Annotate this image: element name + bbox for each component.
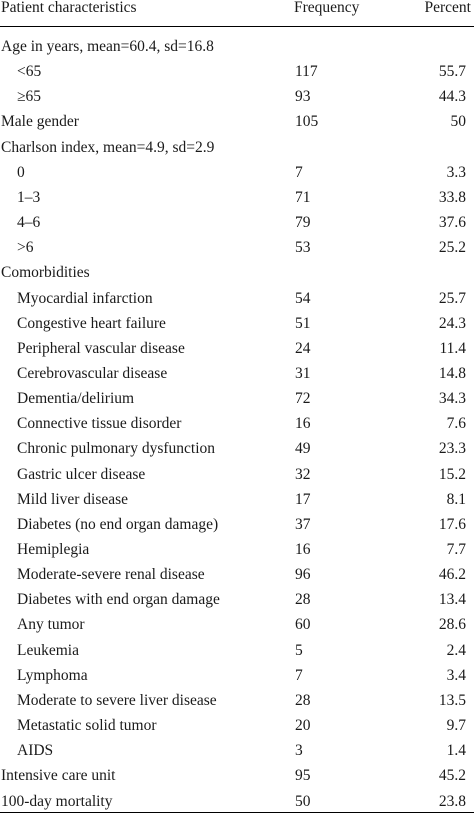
row-frequency: 32 [295,465,311,483]
row-frequency: 28 [295,591,311,609]
table-row [0,512,474,537]
row-label: <65 [17,63,42,81]
row-label: Lymphoma [17,666,88,684]
row-frequency: 31 [295,364,311,382]
row-label: Any tumor [17,616,85,634]
row-frequency: 51 [295,314,311,332]
table-row [0,84,474,109]
row-frequency: 95 [295,767,311,785]
table-row [0,462,474,487]
header-frequency: Frequency [294,0,360,16]
row-frequency: 3 [295,742,303,760]
row-frequency: 72 [295,390,311,408]
table-header-row [0,0,474,20]
row-label: Hemiplegia [17,541,90,558]
row-frequency: 53 [295,239,311,257]
row-percent: 25.2 [438,239,466,257]
row-percent: 25.7 [438,289,466,307]
table-row [0,361,474,386]
row-label: Moderate to severe liver disease [17,691,217,709]
table-row [0,612,474,637]
table-row [0,688,474,713]
table-row [0,260,474,285]
row-frequency: 71 [295,188,311,206]
row-percent: 50 [450,113,466,131]
row-label: Mild liver disease [17,490,129,508]
row-percent: 34.3 [438,390,466,408]
row-label: Peripheral vascular disease [17,339,185,357]
row-percent: 3.3 [446,163,466,181]
row-percent: 17.6 [438,515,466,533]
table-row [0,386,474,411]
row-frequency: 7 [295,666,303,684]
row-label: Age in years, mean=60.4, sd=16.8 [1,38,214,55]
row-percent: 55.7 [438,63,466,81]
row-frequency: 5 [295,641,303,659]
row-frequency: 28 [295,691,311,709]
row-frequency: 17 [295,490,311,508]
row-frequency: 49 [295,440,311,458]
header-patient-characteristics: Patient characteristics [1,0,137,16]
table-row [0,789,474,814]
row-label: Metastatic solid tumor [17,717,157,735]
row-frequency: 16 [295,415,311,433]
table-row [0,713,474,738]
table-row [0,286,474,311]
header-divider [0,26,474,27]
table-row [0,587,474,612]
row-percent: 2.4 [446,641,466,659]
row-frequency: 117 [295,63,318,81]
header-percent: Percent [424,0,471,16]
row-percent: 14.8 [438,364,466,382]
row-label: Intensive care unit [1,767,116,785]
row-percent: 24.3 [438,314,466,332]
table-row [0,59,474,84]
row-frequency: 50 [295,792,311,810]
row-label: Male gender [1,113,79,131]
row-frequency: 79 [295,214,311,232]
row-frequency: 105 [295,113,319,131]
row-frequency: 7 [295,163,303,181]
row-frequency: 54 [295,289,311,307]
table-row [0,738,474,763]
row-label: Charlson index, mean=4.9, sd=2.9 [1,138,215,156]
row-label: Gastric ulcer disease [17,465,146,483]
row-percent: 11.4 [439,339,466,357]
table-row [0,763,474,788]
row-percent: 3.4 [446,666,466,684]
row-label: AIDS [17,742,54,760]
row-percent: 37.6 [438,214,466,232]
row-frequency: 24 [295,339,311,357]
table-row [0,638,474,663]
table-row [0,562,474,587]
table-row [0,663,474,688]
row-label: >6 [17,239,34,257]
row-percent: 33.8 [438,188,466,206]
row-percent: 23.3 [438,440,466,458]
row-percent: 23.8 [438,792,466,810]
table-row [0,487,474,512]
row-percent: 1.4 [446,742,466,760]
table-row [0,411,474,436]
row-frequency: 16 [295,541,311,558]
row-percent: 46.2 [438,566,466,584]
row-frequency: 37 [295,515,311,533]
row-frequency: 93 [295,88,311,106]
row-percent: 44.3 [438,88,466,106]
row-label: Leukemia [17,641,79,659]
table-row [0,311,474,336]
row-label: Diabetes (no end organ damage) [17,515,219,533]
table-row [0,210,474,235]
row-percent: 13.4 [438,591,466,609]
table-bottom-rule [0,812,474,813]
row-label: Dementia/delirium [17,390,135,408]
row-label: 100-day mortality [1,792,113,810]
table-row [0,185,474,210]
row-label: 4–6 [17,214,41,232]
row-label: Moderate-severe renal disease [17,566,205,584]
table-row [0,336,474,361]
row-label: Myocardial infarction [17,289,153,307]
row-percent: 8.1 [446,490,466,508]
row-label: 1–3 [17,188,41,206]
row-frequency: 96 [295,566,311,584]
row-label: Diabetes with end organ damage [17,591,220,609]
table-row [0,537,474,562]
table-row [0,160,474,185]
row-percent: 28.6 [438,616,466,634]
row-label: Connective tissue disorder [17,415,182,433]
table-row [0,109,474,134]
row-label: Congestive heart failure [17,314,166,332]
row-percent: 7.6 [446,415,466,433]
table-row [0,436,474,461]
row-label: Cerebrovascular disease [17,364,168,382]
table-row [0,34,474,59]
row-percent: 7.7 [446,541,466,558]
row-percent: 15.2 [438,465,466,483]
table-row [0,135,474,160]
row-frequency: 60 [295,616,311,634]
row-label: 0 [17,163,25,181]
row-frequency: 20 [295,717,311,735]
row-label: ≥65 [17,88,42,106]
row-label: Comorbidities [1,264,90,282]
row-percent: 13.5 [438,691,466,709]
row-label: Chronic pulmonary dysfunction [17,440,216,458]
table-row [0,235,474,260]
row-percent: 45.2 [438,767,466,785]
row-percent: 9.7 [446,717,466,735]
